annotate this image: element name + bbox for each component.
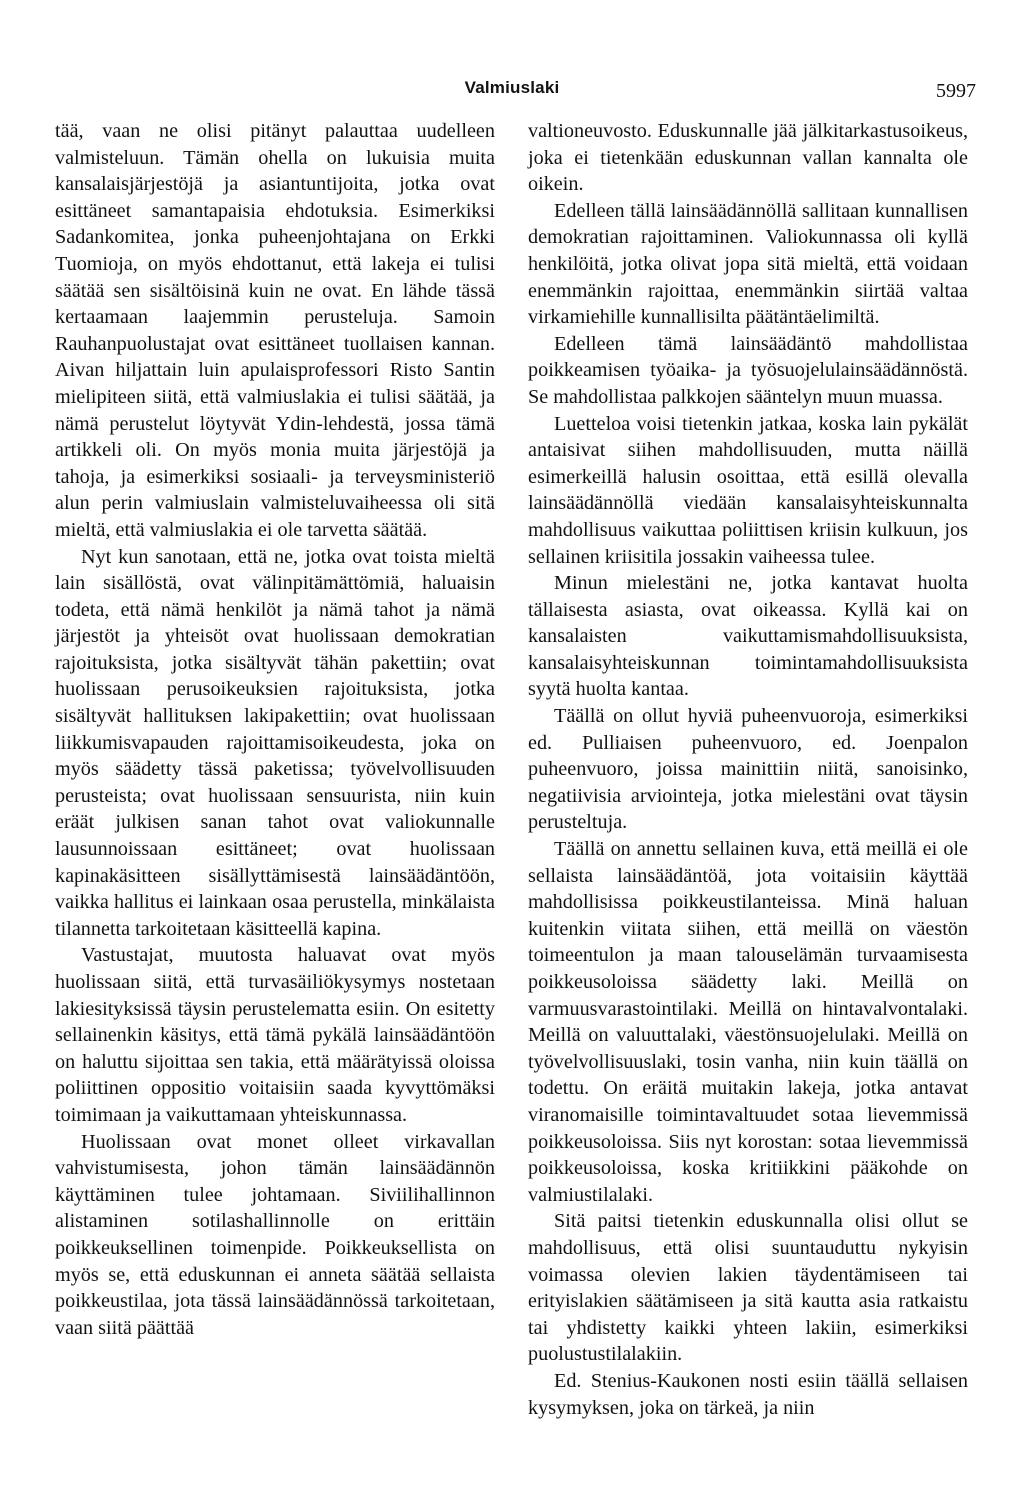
paragraph: Luetteloa voisi tietenkin jatkaa, koska lain pykälät antaisivat siihen mahdollisuuden, mutta näillä esimerkeillä halusin osoittaa, että esillä olevalla lainsäädännöllä viedään kansalaisyhteiskunnalta mahdollisuus vaikuttaa poliittisen kriisin kulkuun, jos sellainen kriisitila jossakin vaiheessa tulee. [528, 412, 968, 568]
paragraph: Edelleen tällä lainsäädännöllä sallitaan kunnallisen demokratian rajoittaminen. Valiokunnassa oli kyllä henkilöitä, jotka olivat jopa sitä mieltä, että voidaan enemmänkin rajoittaa, enemmänkin siirtää valtaa virkamiehille kunnallisilta päätäntäelimiltä. [528, 199, 968, 329]
running-title: Valmiuslaki [464, 78, 560, 97]
paragraph: tää, vaan ne olisi pitänyt palauttaa uudelleen valmisteluun. Tämän ohella on lukuisia muita kansalaisjärjestöjä ja asiantuntijoita, jotka ovat esittäneet samantapaisia ehdotuksia. Esimerkiksi Sadankomitea, jonka puheenjohtajana on Erkki Tuomioja, on myös ehdottanut, että lakeja ei tulisi säätää sen sisältöisinä kuin ne ovat. En lähde tässä kertaamaan laajemmin perusteluja. Samoin Rauhanpuolustajat ovat esittäneet tuollaisen kannan. Aivan hiljattain luin apulaisprofessori Risto Santin mielipiteen siitä, että valmiuslakia ei tulisi säätää, ja nämä perustelut löytyvät Ydin-lehdestä, jossa tämä artikkeli oli. On myös monia muita järjestöjä ja tahoja, ja esimerkiksi sosiaali- ja terveysministeriö alun perin valmiuslain valmisteluvaiheessa oli sitä mieltä, että valmiuslakia ei ole tarvetta säätää. [55, 120, 495, 541]
running-header [0, 78, 1024, 102]
paragraph: Nyt kun sanotaan, että ne, jotka ovat toista mieltä lain sisällöstä, ovat välinpitämättömiä, haluaisin todeta, että nämä henkilöt ja nämä tahot ja nämä järjestöt ja yhteisöt ovat huolissaan demokratian rajoituksista, jotka sisältyvät tähän pakettiin; ovat huolissaan perusoikeuksien rajoituksista, jotka sisältyvät hallituksen lakipakettiin; ovat huolissaan liikkumisvapauden rajoittamisoikeudesta, joka on myös säädetty tässä paketissa; työvelvollisuuden perusteista; ovat huolissaan sensuurista, niin kuin eräät julkisen sanan tahot ovat valiokunnalle lausunnoissaan esittäneet; ovat huolissaan kapinakäsitteen sisällyttämisestä lainsäädäntöön, vaikka hallitus ei lainkaan osaa perustella, minkälaista tilannetta tarkoitetaan käsitteellä kapina. [55, 545, 495, 940]
paragraph: Sitä paitsi tietenkin eduskunnalla olisi ollut se mahdollisuus, että olisi suuntauduttu nykyisin voimassa olevien lakien täydentämiseen tai erityislakien säätämiseen ja sitä kautta asia ratkaistu tai yhdistetty kaikki yhteen lakiin, esimerkiksi puolustustilalakiin. [528, 1210, 968, 1366]
page-number: 5997 [936, 80, 976, 102]
paragraph: Täällä on annettu sellainen kuva, että meillä ei ole sellaista lainsäädäntöä, jota voitaisiin käyttää mahdollisissa poikkeustilanteissa. Minä haluan kuitenkin viitata siihen, että meillä on väestön toimeentulon ja maan talouselämän turvaamisesta poikkeusoloissa säädetty laki. Meillä on varmuusvarastointilaki. Meillä on hintavalvontalaki. Meillä on valuuttalaki, väestönsuojelulaki. Meillä on työvelvollisuuslaki, tosin vanha, niin kuin täällä on todettu. On eräitä muitakin lakeja, jotka antavat viranomaisille toimintavaltuudet sotaa lievemmissä poikkeusoloissa. Siis nyt korostan: sotaa lievemmissä poikkeusoloissa, koska kritiikkini pääkohde on valmiustilalaki. [528, 838, 968, 1206]
left-column [55, 118, 495, 1341]
right-column [528, 118, 968, 1421]
paragraph: Ed. Stenius-Kaukonen nosti esiin täällä sellaisen kysymyksen, joka on tärkeä, ja niin [528, 1369, 968, 1419]
paragraph: Minun mielestäni ne, jotka kantavat huolta tällaisesta asiasta, ovat oikeassa. Kyllä kai on kansalaisten vaikuttamismahdollisuuksista, kansalaisyhteiskunnan toimintamahdollisuuksista syytä huolta kantaa. [528, 572, 968, 701]
paragraph: Täällä on ollut hyviä puheenvuoroja, esimerkiksi ed. Pulliaisen puheenvuoro, ed. Joenpalon puheenvuoro, joissa mainittiin niitä, sanoisinko, negatiivisia arviointeja, jotka mielestäni ovat täysin perusteltuja. [528, 705, 968, 834]
paragraph: Vastustajat, muutosta haluavat ovat myös huolissaan siitä, että turvasäiliökysymys nostetaan lakiesityksissä täysin perustelematta esiin. On esitetty sellainenkin käsitys, että tämä pykälä lainsäädäntöön on haluttu sijoittaa sen takia, että määrätyissä oloissa poliittinen oppositio voitaisiin saada kyvyttömäksi toimimaan ja vaikuttamaan yhteiskunnassa. [55, 944, 495, 1126]
paragraph: Edelleen tämä lainsäädäntö mahdollistaa poikkeamisen työaika- ja työsuojelulainsäädännöstä. Se mahdollistaa palkkojen sääntelyn muun muassa. [528, 332, 968, 408]
paragraph: valtioneuvosto. Eduskunnalle jää jälkitarkastusoikeus, joka ei tietenkään eduskunnan vallan kannalta ole oikein. [528, 120, 968, 196]
paragraph: Huolissaan ovat monet olleet virkavallan vahvistumisesta, johon tämän lainsäädännön käyttäminen tulee johtamaan. Siviilihallinnon alistaminen sotilashallinnolle on erittäin poikkeuksellinen toimenpide. Poikkeuksellista on myös se, että eduskunnan ei anneta säätää sellaista poikkeustilaa, jota tässä lainsäädännössä tarkoitetaan, vaan siitä päättää [55, 1130, 495, 1339]
